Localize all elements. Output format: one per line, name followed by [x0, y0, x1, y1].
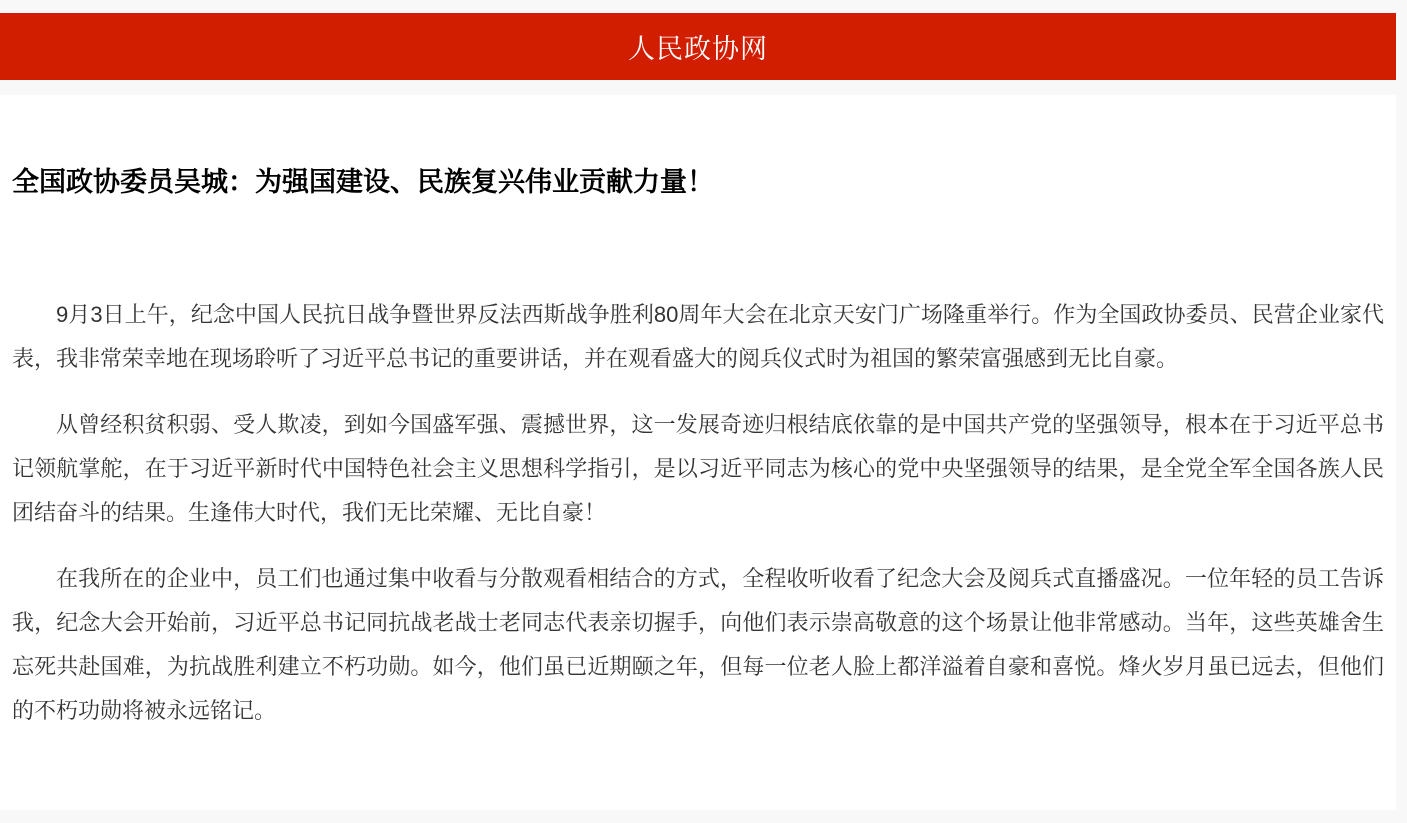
site-title-link[interactable]: 人民政协网: [628, 34, 768, 64]
site-header-bar: [0, 13, 1396, 80]
page-column: [0, 13, 1396, 823]
article-content-area: [0, 95, 1396, 810]
article-title: 全国政协委员吴城：为强国建设、民族复兴伟业贡献力量！: [12, 167, 714, 197]
article-paragraph: 在我所在的企业中，员工们也通过集中收看与分散观看相结合的方式，全程收听收看了纪念大会及阅兵式直播盛况。一位年轻的员工告诉我，纪念大会开始前，习近平总书记同抗战老战士老同志代表亲切握手，向他们表示崇高敬意的这个场景让他非常感动。当年，这些英雄舍生忘死共赴国难，为抗战胜利建立不朽功勋。如今，他们虽已近期颐之年，但每一位老人脸上都洋溢着自豪和喜悦。烽火岁月虽已远去，但他们的不朽功勋将被永远铭记。: [12, 566, 1384, 724]
article-body: [12, 293, 1384, 733]
article-paragraph: 9月3日上午，纪念中国人民抗日战争暨世界反法西斯战争胜利80周年大会在北京天安门广场隆重举行。作为全国政协委员、民营企业家代表，我非常荣幸地在现场聆听了习近平总书记的重要讲话，并在观看盛大的阅兵仪式时为祖国的繁荣富强感到无比自豪。: [12, 302, 1384, 372]
article-paragraph: 从曾经积贫积弱、受人欺凌，到如今国盛军强、震撼世界，这一发展奇迹归根结底依靠的是中国共产党的坚强领导，根本在于习近平总书记领航掌舵，在于习近平新时代中国特色社会主义思想科学指引，是以习近平同志为核心的党中央坚强领导的结果，是全党全军全国各族人民团结奋斗的结果。生逢伟大时代，我们无比荣耀、无比自豪！: [12, 412, 1384, 526]
